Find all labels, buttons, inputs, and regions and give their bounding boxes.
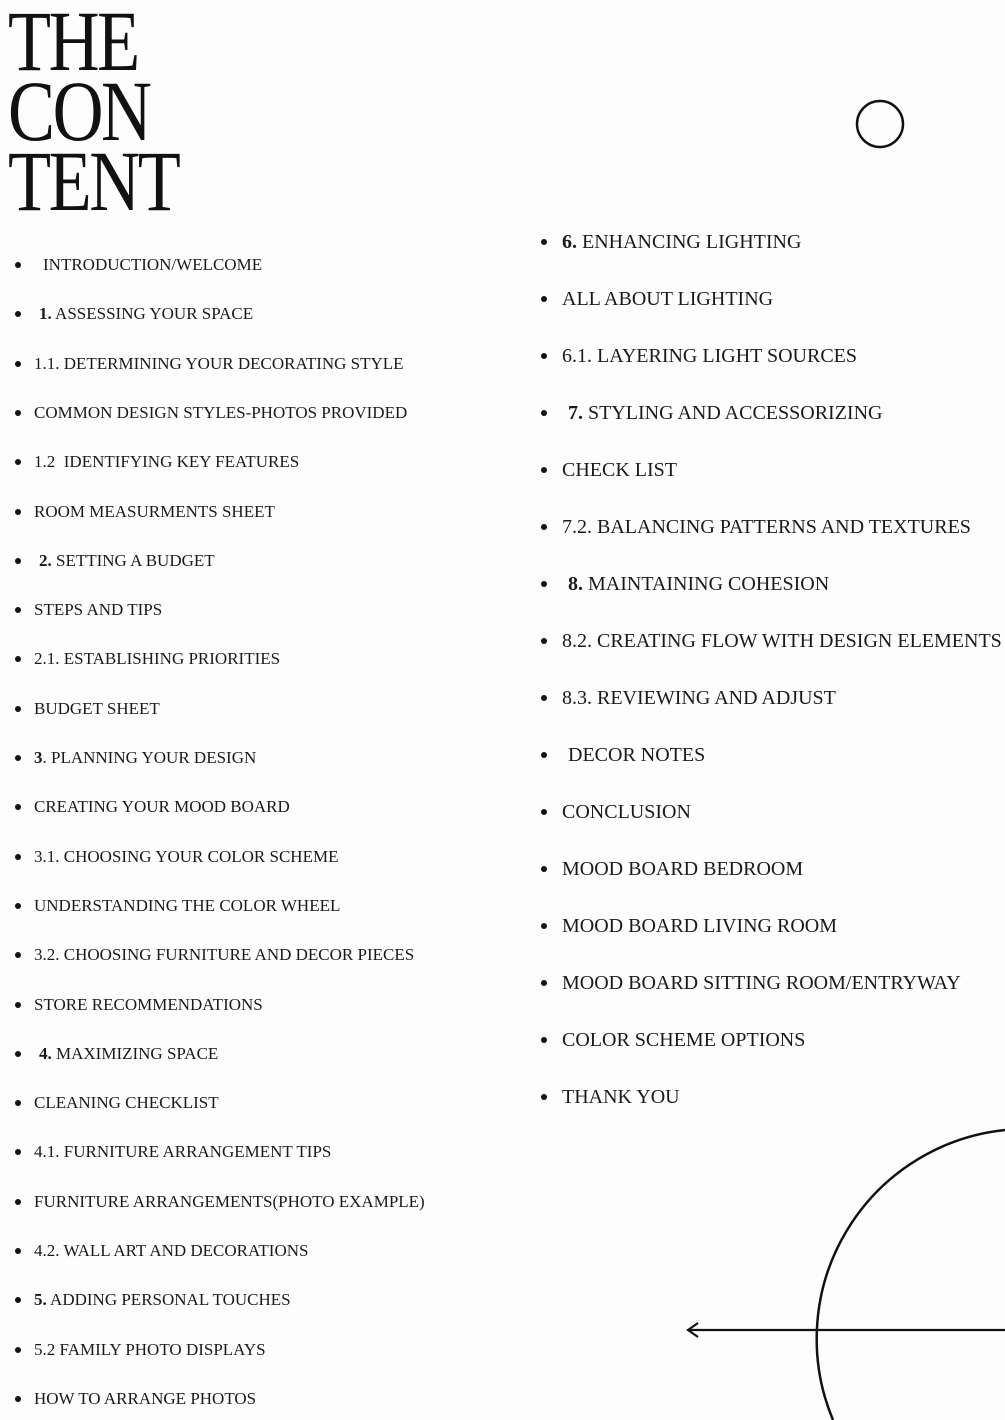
item-label: MOOD BOARD SITTING ROOM/ENTRYWAY	[562, 972, 961, 994]
section-number: 8.	[568, 573, 583, 595]
item-label: FURNITURE ARRANGEMENTS(PHOTO EXAMPLE)	[34, 1191, 425, 1211]
item-label: . PLANNING YOUR DESIGN	[42, 748, 257, 767]
item-label: 4.2. WALL ART AND DECORATIONS	[34, 1241, 309, 1260]
section-number: 6.	[562, 231, 577, 253]
contents-list-item	[34, 996, 263, 1013]
contents-list-item	[562, 1087, 680, 1107]
item-label: 1.1. DETERMINING YOUR DECORATING STYLE	[34, 353, 404, 373]
item-label: BUDGET SHEET	[34, 698, 160, 718]
large-arc-icon	[817, 1130, 1005, 1420]
item-label: 5.2 FAMILY PHOTO DISPLAYS	[34, 1339, 266, 1359]
contents-list-item	[34, 1242, 308, 1259]
contents-list-item	[562, 631, 1002, 651]
contents-list-item	[34, 1341, 266, 1358]
title-line-2: CON	[8, 63, 150, 159]
contents-list-item	[562, 1030, 805, 1050]
item-label: MAINTAINING COHESION	[583, 573, 830, 595]
contents-list-item	[562, 859, 803, 879]
item-label: 3.1. CHOOSING YOUR COLOR SCHEME	[34, 846, 339, 866]
contents-list-item	[562, 403, 882, 423]
section-number: 1.	[39, 304, 52, 324]
item-label: 8.2. CREATING FLOW WITH DESIGN ELEMENTS	[562, 630, 1002, 652]
title-line-3: TENT	[8, 133, 179, 229]
contents-list-item	[562, 346, 857, 366]
contents-list-item	[562, 973, 961, 993]
title-line-1: THE	[8, 0, 138, 89]
contents-list-item	[562, 232, 801, 252]
item-label: 7.2. BALANCING PATTERNS AND TEXTURES	[562, 516, 971, 538]
contents-list-item	[34, 1193, 425, 1210]
contents-list-item	[34, 700, 160, 717]
item-label: CONCLUSION	[562, 801, 691, 823]
contents-list-item	[34, 1045, 218, 1062]
contents-list-item	[34, 1143, 331, 1160]
section-number: 5.	[34, 1290, 47, 1310]
item-label: SETTING A BUDGET	[51, 550, 215, 570]
item-label: STYLING AND ACCESSORIZING	[583, 402, 883, 424]
item-label: MOOD BOARD LIVING ROOM	[562, 915, 837, 937]
contents-list-item	[562, 289, 773, 309]
contents-list-item	[562, 802, 691, 822]
contents-list-item	[34, 1291, 291, 1308]
item-label: ASSESSING YOUR SPACE	[51, 304, 254, 324]
contents-list-item	[562, 916, 837, 936]
item-label: DECOR NOTES	[568, 744, 706, 766]
item-label: UNDERSTANDING THE COLOR WHEEL	[34, 895, 341, 915]
contents-list-item	[34, 798, 290, 815]
contents-list-item	[34, 650, 280, 667]
section-number: 3	[34, 748, 43, 767]
item-label: CHECK LIST	[562, 459, 677, 481]
item-label: STEPS AND TIPS	[34, 600, 163, 620]
item-label: HOW TO ARRANGE PHOTOS	[34, 1388, 257, 1408]
contents-list-item	[34, 897, 340, 914]
section-number: 7.	[568, 402, 583, 424]
contents-list-item	[34, 848, 338, 865]
item-label: THANK YOU	[562, 1086, 680, 1108]
item-label: 1.2 IDENTIFYING KEY FEATURES	[34, 452, 300, 472]
contents-list-item	[34, 552, 215, 569]
item-label: COLOR SCHEME OPTIONS	[562, 1029, 806, 1051]
item-label: ROOM MEASURMENTS SHEET	[34, 501, 275, 521]
item-label: 4.1. FURNITURE ARRANGEMENT TIPS	[34, 1142, 332, 1162]
contents-list-item	[562, 460, 677, 480]
item-label: MOOD BOARD BEDROOM	[562, 858, 804, 880]
contents-list-item	[34, 404, 407, 421]
contents-list-item	[34, 1094, 219, 1111]
item-label: 2.1. ESTABLISHING PRIORITIES	[34, 649, 281, 669]
small-circle-icon	[857, 101, 903, 147]
section-number: 2.	[39, 550, 52, 570]
item-label: 6.1. LAYERING LIGHT SOURCES	[562, 345, 858, 367]
item-label: 8.3. REVIEWING AND ADJUST	[562, 687, 836, 709]
contents-list-item	[34, 355, 404, 372]
item-label: CLEANING CHECKLIST	[34, 1093, 219, 1113]
item-label: ALL ABOUT LIGHTING	[562, 288, 774, 310]
contents-list-item	[562, 517, 971, 537]
contents-list-item	[34, 601, 162, 618]
item-label: 3.2. CHOOSING FURNITURE AND DECOR PIECES	[34, 945, 415, 965]
contents-list-item	[34, 503, 275, 520]
item-label: ADDING PERSONAL TOUCHES	[46, 1290, 291, 1310]
section-number: 4.	[39, 1043, 52, 1063]
contents-list-item	[34, 305, 253, 322]
item-label: MAXIMIZING SPACE	[51, 1043, 219, 1063]
contents-list-item	[562, 688, 836, 708]
item-label: ENHANCING LIGHTING	[577, 231, 802, 253]
contents-list-item	[562, 745, 705, 765]
item-label: INTRODUCTION/WELCOME	[43, 255, 263, 274]
contents-list-item	[34, 1390, 256, 1407]
contents-list-item	[34, 256, 262, 273]
item-label: COMMON DESIGN STYLES-PHOTOS PROVIDED	[34, 402, 408, 422]
contents-list-item	[34, 946, 414, 963]
contents-list-item	[562, 574, 829, 594]
item-label: CREATING YOUR MOOD BOARD	[34, 797, 290, 817]
contents-list-item	[34, 749, 256, 766]
item-label: STORE RECOMMENDATIONS	[34, 994, 263, 1014]
contents-list-item	[34, 453, 299, 470]
